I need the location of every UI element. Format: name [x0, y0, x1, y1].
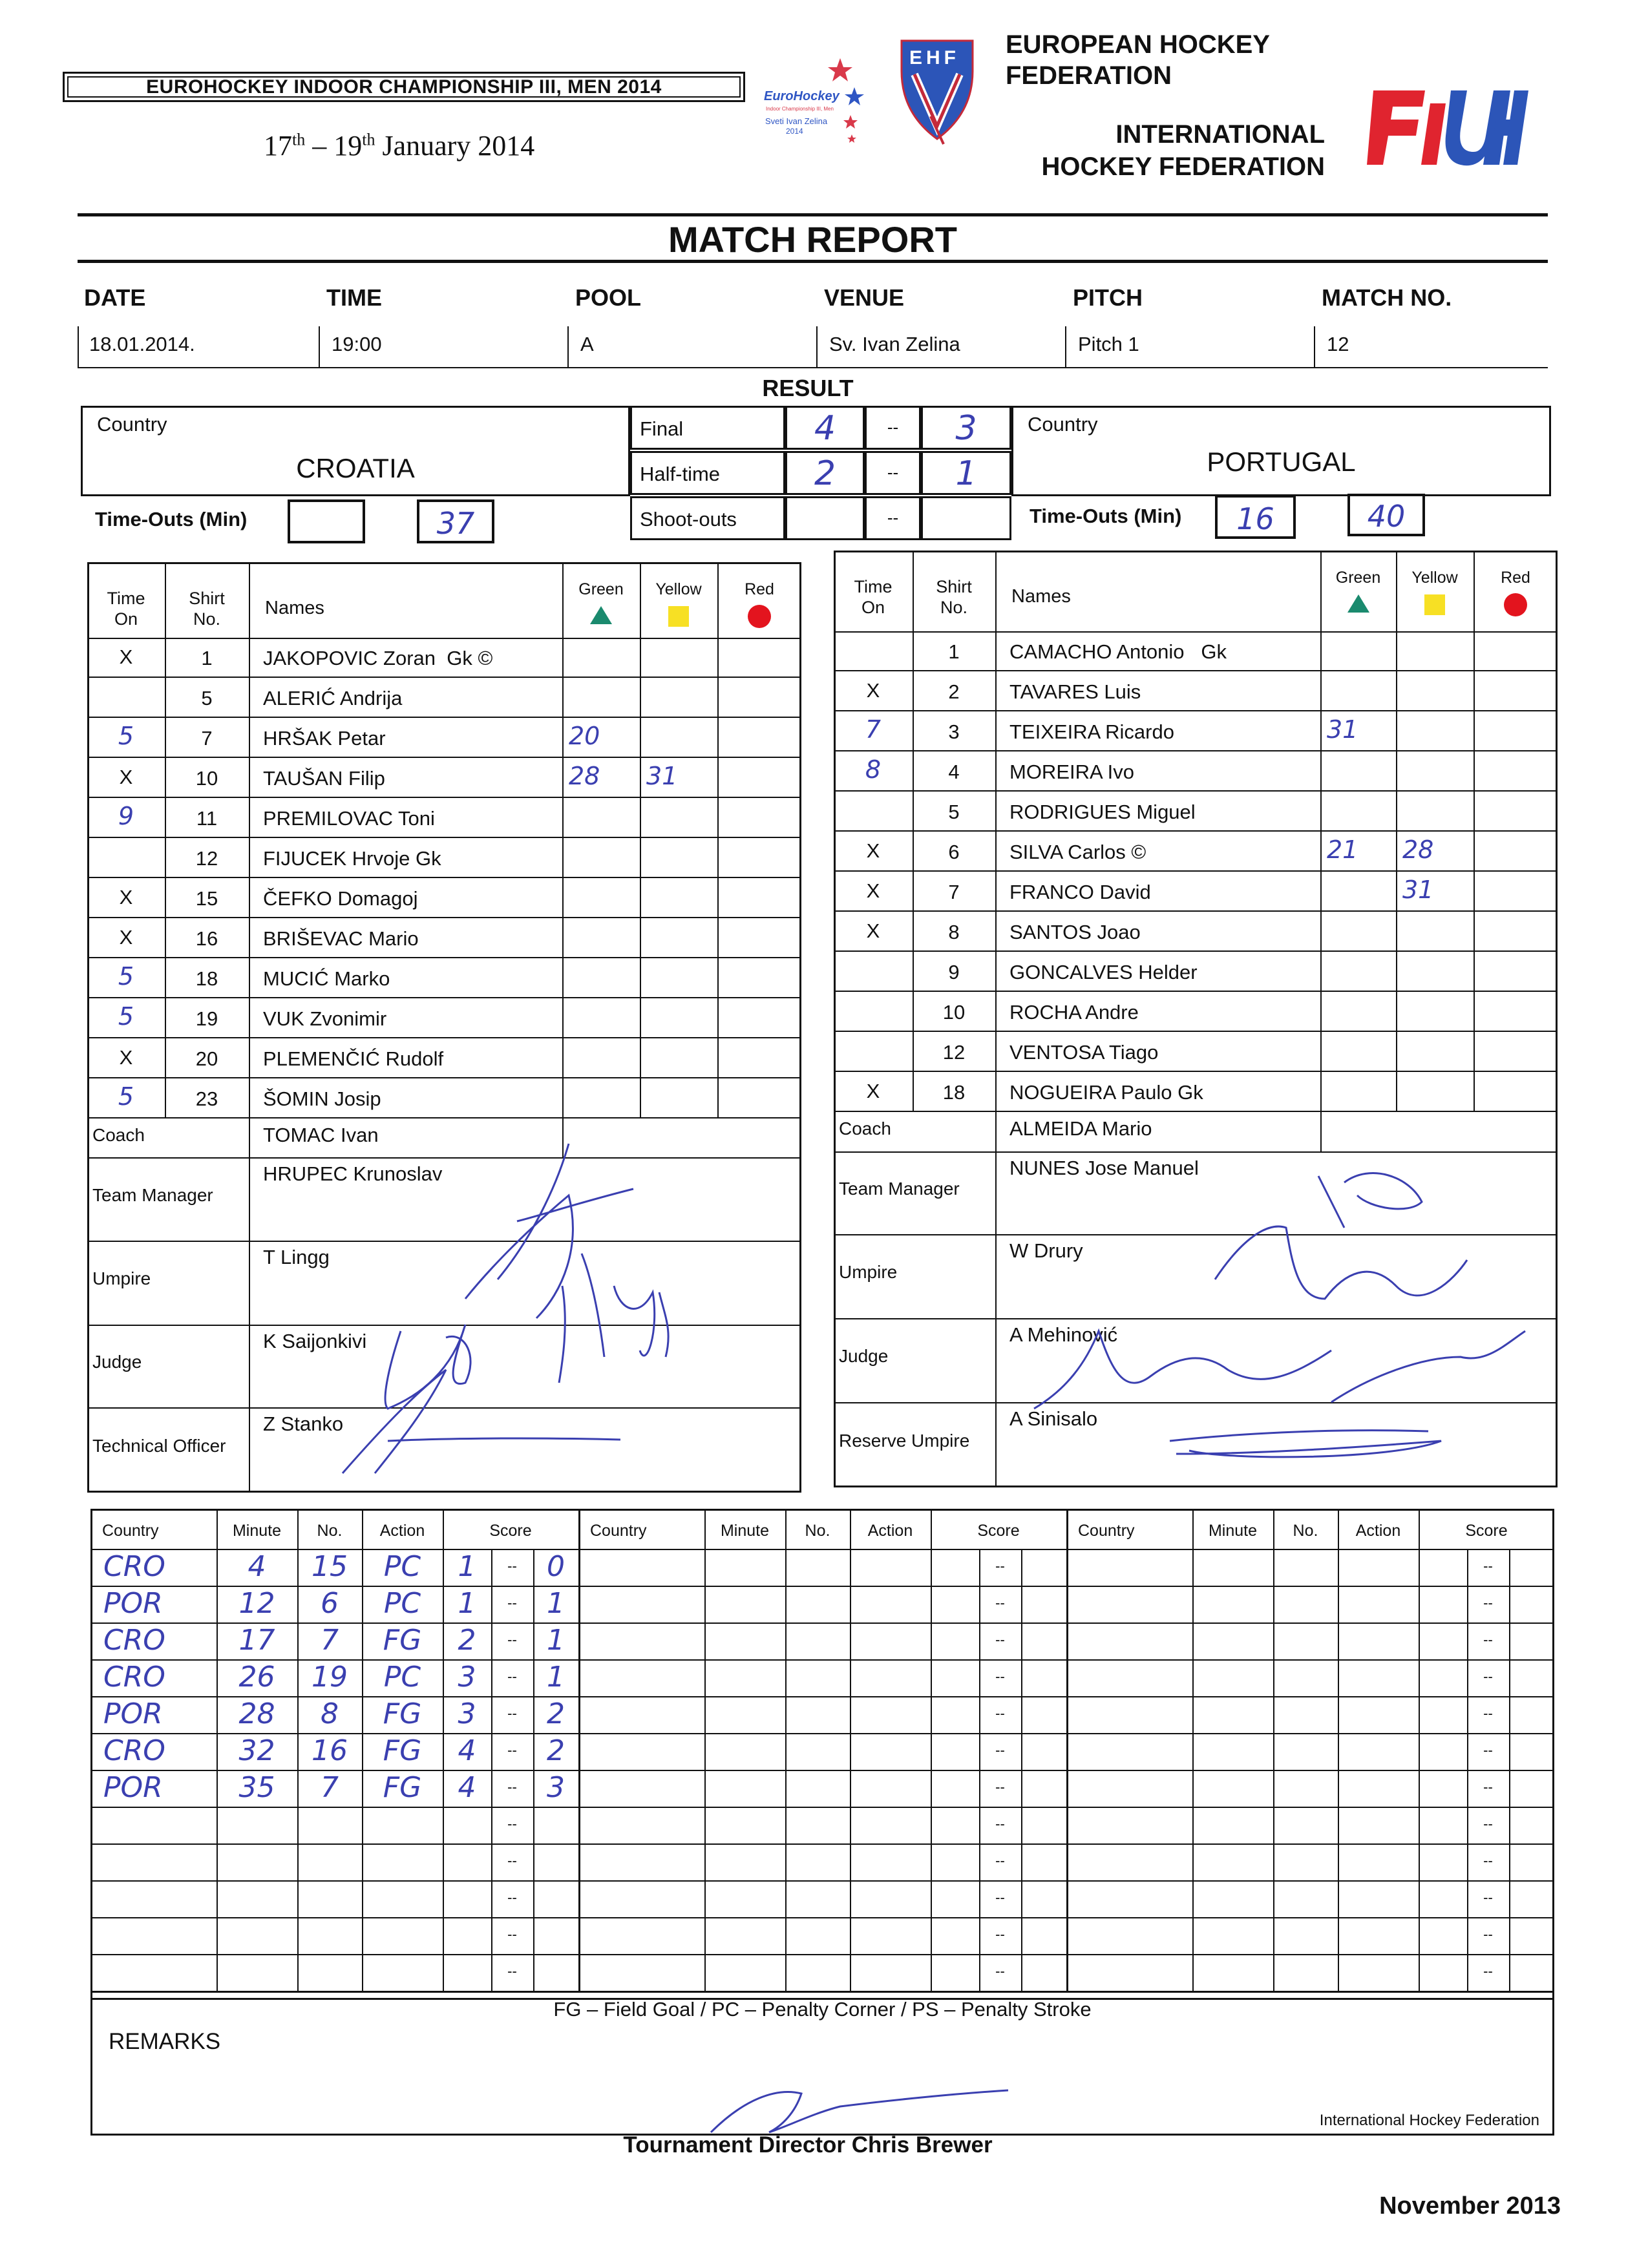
player-time-on: 5 — [118, 1002, 134, 1031]
goal-score-sep: -- — [995, 1853, 1005, 1869]
player-time-on: X — [119, 766, 133, 788]
official-name: K Saijonkivi — [263, 1330, 367, 1352]
away-timeout-2: 40 — [1347, 494, 1425, 536]
goal-score-sep: -- — [507, 1632, 517, 1648]
goal-score-sep: -- — [1483, 1963, 1493, 1979]
goal-score-sep: -- — [507, 1853, 517, 1869]
official-role: Judge — [839, 1346, 889, 1366]
goal-score-sep: -- — [995, 1705, 1005, 1721]
goal-country: CRO — [103, 1734, 165, 1767]
goal-action: FG — [383, 1734, 422, 1767]
player-name: CAMACHO Antonio Gk — [1009, 640, 1227, 663]
official-name: A Mehinović — [1009, 1323, 1118, 1346]
goal-score-sep: -- — [1483, 1705, 1493, 1721]
official-role: Umpire — [839, 1262, 898, 1282]
player-name: VUK Zvonimir — [263, 1007, 387, 1030]
ehf-logo: EHF — [895, 36, 979, 145]
goal-country: CRO — [103, 1624, 165, 1657]
goal-minute: 26 — [238, 1661, 275, 1694]
player-time-on: 5 — [118, 962, 134, 991]
goal-score-sep: -- — [995, 1926, 1005, 1942]
goal-score-sep: -- — [1483, 1926, 1493, 1942]
player-name: HRŠAK Petar — [263, 727, 386, 750]
goal-action: PC — [383, 1587, 421, 1620]
goal-action: PC — [383, 1661, 421, 1694]
home-country-name: CROATIA — [296, 453, 415, 483]
tournament-dates: 17th – 19th January 2014 — [264, 130, 535, 162]
player-time-on: X — [119, 1046, 133, 1069]
goal-away-score: 1 — [547, 1624, 565, 1657]
player-name: ROCHA Andre — [1009, 1001, 1139, 1024]
goal-score-sep: -- — [995, 1816, 1005, 1832]
player-time-on: 8 — [865, 755, 882, 784]
goal-home-score: 3 — [458, 1661, 476, 1694]
goal-away-score: 3 — [547, 1771, 565, 1804]
official-name: TOMAC Ivan — [263, 1124, 379, 1146]
goal-away-score: 1 — [547, 1661, 565, 1694]
player-time-on: 5 — [118, 722, 134, 750]
goal-score-sep: -- — [1483, 1558, 1493, 1574]
remarks-label: REMARKS — [109, 2029, 221, 2054]
goal-no: 7 — [321, 1771, 339, 1804]
player-yellow-card: 31 — [646, 762, 678, 790]
value-date: 18.01.2014. — [89, 333, 195, 355]
goal-no: 7 — [321, 1624, 339, 1657]
player-name: PREMILOVAC Toni — [263, 807, 435, 830]
player-name: ČEFKO Domagoj — [263, 887, 418, 910]
score-home: 4 — [814, 409, 836, 448]
player-shirt-no: 10 — [942, 1001, 966, 1024]
goal-score-sep: -- — [1483, 1742, 1493, 1758]
header-yellow: Yellow — [655, 580, 702, 598]
official-name: ALMEIDA Mario — [1009, 1117, 1152, 1140]
ehf-name: EUROPEAN HOCKEY FEDERATION — [1006, 30, 1270, 90]
official-role: Team Manager — [839, 1179, 960, 1199]
championship-title: EUROHOCKEY INDOOR CHAMPIONSHIP III, MEN 2014 — [146, 76, 662, 98]
official-name: W Drury — [1009, 1239, 1083, 1262]
player-shirt-no: 8 — [948, 921, 960, 943]
result-title: RESULT — [762, 375, 854, 401]
home-timeout-2: 37 — [417, 499, 494, 543]
goals-header-minute: Minute — [1208, 1522, 1258, 1540]
player-shirt-no: 6 — [948, 841, 960, 863]
header-red: Red — [745, 580, 774, 598]
goal-minute: 17 — [238, 1624, 275, 1657]
player-shirt-no: 1 — [201, 647, 213, 669]
player-name: GONCALVES Helder — [1009, 961, 1198, 983]
goal-home-score: 1 — [458, 1550, 476, 1583]
player-name: RODRIGUES Miguel — [1009, 801, 1196, 823]
goal-home-score: 2 — [458, 1624, 476, 1657]
player-name: MOREIRA Ivo — [1009, 761, 1134, 783]
goal-no: 8 — [321, 1697, 339, 1730]
header-green: Green — [578, 580, 624, 598]
home-timeouts-label: Time-Outs (Min) — [95, 508, 248, 530]
signature-judge-home — [385, 1325, 470, 1409]
goal-score-sep: -- — [507, 1595, 517, 1611]
player-name: PLEMENČIĆ Rudolf — [263, 1047, 444, 1070]
score-sep: -- — [887, 463, 899, 482]
goal-country: CRO — [103, 1550, 165, 1583]
player-shirt-no: 12 — [195, 847, 218, 870]
label-pool: POOL — [575, 284, 642, 311]
value-time: 19:00 — [332, 333, 382, 355]
official-role: Judge — [92, 1352, 142, 1372]
goal-score-sep: -- — [1483, 1779, 1493, 1795]
value-venue: Sv. Ivan Zelina — [829, 333, 960, 355]
official-name: A Sinisalo — [1009, 1407, 1098, 1430]
signature-tm-home — [465, 1144, 633, 1318]
away-country-label: Country — [1028, 413, 1098, 436]
goal-home-score: 3 — [458, 1697, 476, 1730]
goal-score-sep: -- — [995, 1595, 1005, 1611]
player-shirt-no: 4 — [948, 761, 960, 783]
signature-to-home — [343, 1370, 620, 1473]
score-home: 2 — [814, 454, 836, 493]
goals-header-country: Country — [590, 1522, 647, 1540]
goal-score-sep: -- — [507, 1779, 517, 1795]
player-shirt-no: 16 — [195, 927, 218, 950]
goals-header-score: Score — [977, 1522, 1020, 1540]
player-time-on: 5 — [118, 1082, 134, 1111]
goal-home-score: 4 — [458, 1734, 476, 1767]
goals-header-score: Score — [1465, 1522, 1508, 1540]
signature-umpire-home — [559, 1254, 668, 1383]
goal-score-sep: -- — [1483, 1853, 1493, 1869]
player-shirt-no: 10 — [195, 767, 218, 790]
goal-action: PC — [383, 1550, 421, 1583]
official-role: Coach — [92, 1125, 145, 1145]
header-yellow: Yellow — [1411, 569, 1458, 587]
goals-header-no: No. — [805, 1522, 830, 1540]
player-shirt-no: 3 — [948, 720, 960, 743]
player-shirt-no: 7 — [201, 727, 213, 750]
player-shirt-no: 12 — [942, 1041, 966, 1064]
header-red: Red — [1501, 569, 1530, 587]
goals-header-action: Action — [1355, 1522, 1401, 1540]
goal-score-sep: -- — [507, 1668, 517, 1685]
score-label: Half-time — [640, 463, 721, 485]
official-role: Technical Officer — [92, 1436, 226, 1456]
signature-tm-away — [1215, 1173, 1467, 1299]
player-time-on: X — [866, 839, 880, 862]
goals-header-no: No. — [1293, 1522, 1318, 1540]
player-name: SILVA Carlos © — [1009, 841, 1146, 863]
score-sep: -- — [887, 417, 899, 437]
goal-score-sep: -- — [507, 1926, 517, 1942]
player-green-card: 31 — [1327, 715, 1358, 744]
goal-country: POR — [103, 1697, 163, 1730]
label-pitch: PITCH — [1073, 284, 1143, 311]
player-time-on: X — [866, 919, 880, 942]
eurohockey-logo: EuroHockey Indoor Championship III, Men Sveti Ivan Zelina 2014 — [756, 58, 872, 168]
goal-score-sep: -- — [1483, 1595, 1493, 1611]
signature-reserve-away — [1170, 1431, 1441, 1457]
official-name: NUNES Jose Manuel — [1009, 1157, 1199, 1179]
goal-score-sep: -- — [995, 1779, 1005, 1795]
player-time-on: X — [119, 646, 133, 668]
player-name: VENTOSA Tiago — [1009, 1041, 1159, 1064]
official-role: Umpire — [92, 1268, 151, 1288]
label-date: DATE — [84, 284, 146, 311]
goals-header-no: No. — [317, 1522, 343, 1540]
goal-score-sep: -- — [507, 1963, 517, 1979]
player-green-card: 20 — [569, 722, 600, 750]
goal-no: 15 — [312, 1550, 348, 1583]
goal-away-score: 2 — [547, 1697, 565, 1730]
official-name: Z Stanko — [263, 1412, 344, 1435]
player-name: SANTOS Joao — [1009, 921, 1141, 943]
goal-minute: 32 — [238, 1734, 275, 1767]
goal-minute: 28 — [238, 1697, 275, 1730]
goal-minute: 4 — [248, 1550, 266, 1583]
tournament-director: Tournament Director Chris Brewer — [623, 2132, 993, 2158]
away-timeouts-label: Time-Outs (Min) — [1030, 505, 1182, 527]
player-time-on: X — [866, 679, 880, 702]
goal-country: CRO — [103, 1661, 165, 1694]
official-role: Reserve Umpire — [839, 1431, 970, 1451]
goal-away-score: 0 — [547, 1550, 565, 1583]
player-name: FRANCO David — [1009, 881, 1151, 903]
player-yellow-card: 28 — [1402, 835, 1434, 864]
header-time-on: Time On — [854, 577, 893, 617]
player-shirt-no: 11 — [196, 807, 218, 830]
signature-director — [711, 2090, 1008, 2132]
official-name: HRUPEC Krunoslav — [263, 1162, 443, 1185]
player-name: TAUŠAN Filip — [263, 767, 385, 790]
score-away: 1 — [955, 454, 977, 493]
goal-home-score: 4 — [458, 1771, 476, 1804]
score-away: 3 — [955, 409, 977, 448]
player-time-on: X — [119, 886, 133, 908]
form-date: November 2013 — [1379, 2192, 1561, 2220]
goal-score-sep: -- — [507, 1742, 517, 1758]
fih-footer: International Hockey Federation — [1319, 2112, 1539, 2129]
away-country-name: PORTUGAL — [1207, 446, 1356, 477]
goal-score-sep: -- — [995, 1668, 1005, 1685]
value-match-no: 12 — [1327, 333, 1349, 355]
goal-score-sep: -- — [507, 1816, 517, 1832]
player-name: ALERIĆ Andrija — [263, 687, 403, 709]
player-shirt-no: 7 — [948, 881, 960, 903]
goal-score-sep: -- — [507, 1558, 517, 1574]
player-shirt-no: 18 — [195, 967, 218, 990]
away-timeout-1: 16 — [1215, 495, 1296, 539]
player-green-card: 28 — [569, 762, 600, 790]
player-time-on: X — [866, 879, 880, 902]
goal-score-sep: -- — [1483, 1632, 1493, 1648]
goal-no: 19 — [312, 1661, 348, 1694]
player-name: MUCIĆ Marko — [263, 967, 390, 990]
goal-no: 6 — [321, 1587, 339, 1620]
player-shirt-no: 5 — [201, 687, 213, 709]
player-shirt-no: 20 — [195, 1047, 218, 1070]
goals-header-country: Country — [1078, 1522, 1135, 1540]
player-name: NOGUEIRA Paulo Gk — [1009, 1081, 1203, 1104]
player-name: TEIXEIRA Ricardo — [1009, 720, 1174, 743]
goals-header-action: Action — [867, 1522, 913, 1540]
player-shirt-no: 5 — [948, 801, 960, 823]
goal-home-score: 1 — [458, 1587, 476, 1620]
goals-header-score: Score — [489, 1522, 532, 1540]
goal-score-sep: -- — [1483, 1889, 1493, 1906]
header-time-on: Time On — [107, 589, 145, 629]
goal-action: FG — [383, 1771, 422, 1804]
score-label: Final — [640, 417, 684, 440]
player-green-card: 21 — [1327, 835, 1358, 864]
player-name: ŠOMIN Josip — [263, 1087, 381, 1110]
header-shirt-no: Shirt No. — [189, 589, 225, 629]
goals-header-country: Country — [102, 1522, 159, 1540]
player-time-on: X — [866, 1080, 880, 1102]
player-time-on: X — [119, 926, 133, 949]
official-role: Team Manager — [92, 1184, 213, 1205]
fih-name: INTERNATIONAL HOCKEY FEDERATION — [1041, 120, 1325, 181]
value-pitch: Pitch 1 — [1078, 333, 1139, 355]
goal-country: POR — [103, 1587, 163, 1620]
player-name: BRIŠEVAC Mario — [263, 927, 419, 950]
label-venue: VENUE — [824, 284, 905, 311]
goal-score-sep: -- — [507, 1705, 517, 1721]
player-name: TAVARES Luis — [1009, 680, 1141, 703]
goal-country: POR — [103, 1771, 163, 1804]
goal-action: FG — [383, 1624, 422, 1657]
header-shirt-no: Shirt No. — [936, 577, 972, 617]
player-time-on: 9 — [118, 802, 134, 830]
label-time: TIME — [326, 284, 382, 311]
player-shirt-no: 18 — [942, 1081, 966, 1104]
official-name: T Lingg — [263, 1246, 330, 1268]
player-time-on: 7 — [865, 715, 882, 744]
player-name: JAKOPOVIC Zoran Gk © — [263, 647, 493, 669]
header-green: Green — [1335, 569, 1381, 587]
goal-no: 16 — [312, 1734, 348, 1767]
value-pool: A — [580, 333, 594, 355]
goal-score-sep: -- — [995, 1742, 1005, 1758]
player-shirt-no: 23 — [195, 1087, 218, 1110]
goal-score-sep: -- — [1483, 1816, 1493, 1832]
goal-score-sep: -- — [995, 1889, 1005, 1906]
goal-minute: 12 — [238, 1587, 275, 1620]
goal-away-score: 1 — [547, 1587, 565, 1620]
player-shirt-no: 1 — [948, 640, 960, 663]
signature-judge-away — [1034, 1331, 1525, 1409]
goal-away-score: 2 — [547, 1734, 565, 1767]
header-names: Names — [265, 598, 324, 618]
goal-score-sep: -- — [995, 1632, 1005, 1648]
report-title: MATCH REPORT — [668, 219, 957, 260]
score-label: Shoot-outs — [640, 508, 737, 530]
goal-score-sep: -- — [507, 1889, 517, 1906]
player-name: FIJUCEK Hrvoje Gk — [263, 847, 441, 870]
player-shirt-no: 15 — [195, 887, 218, 910]
goal-score-sep: -- — [995, 1963, 1005, 1979]
goal-action: FG — [383, 1697, 422, 1730]
goals-header-minute: Minute — [232, 1522, 282, 1540]
home-country-label: Country — [97, 413, 167, 436]
goals-header-minute: Minute — [720, 1522, 770, 1540]
legend: FG – Field Goal / PC – Penalty Corner / PS – Penalty Stroke — [553, 1998, 1092, 2021]
goal-minute: 35 — [238, 1771, 275, 1804]
player-yellow-card: 31 — [1402, 876, 1434, 904]
score-sep: -- — [887, 508, 899, 527]
header-names: Names — [1011, 586, 1071, 607]
player-shirt-no: 19 — [195, 1007, 218, 1030]
goal-score-sep: -- — [995, 1558, 1005, 1574]
goals-header-action: Action — [379, 1522, 425, 1540]
goal-score-sep: -- — [1483, 1668, 1493, 1685]
player-shirt-no: 9 — [948, 961, 960, 983]
label-match-no: MATCH NO. — [1322, 284, 1452, 311]
official-role: Coach — [839, 1118, 891, 1139]
player-shirt-no: 2 — [948, 680, 960, 703]
